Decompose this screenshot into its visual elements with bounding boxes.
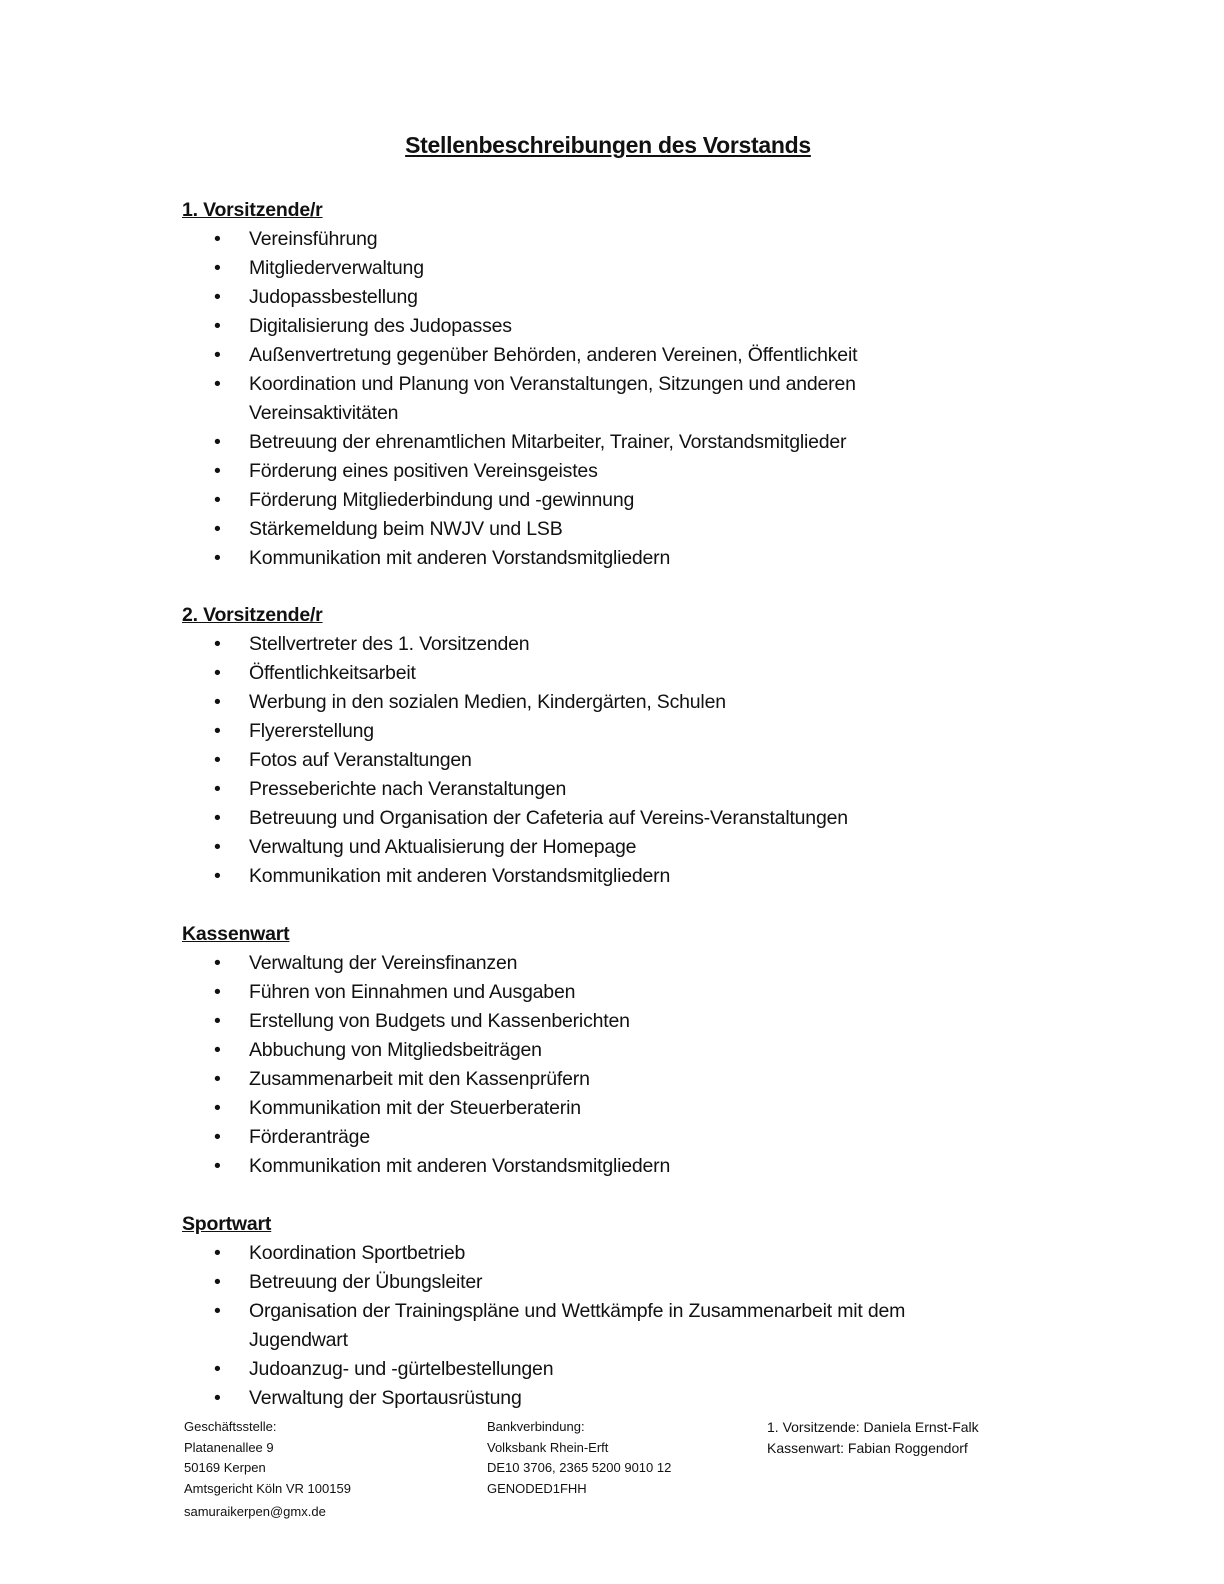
list-item: • Verwaltung und Aktualisierung der Homepage	[182, 833, 848, 862]
footer-office	[184, 1417, 351, 1523]
bullet-icon: •	[214, 1010, 221, 1032]
footer-bank	[487, 1417, 671, 1499]
list-item: • Kommunikation mit anderen Vorstandsmitgliedern	[182, 862, 848, 891]
bullet-icon: •	[214, 778, 221, 800]
duties-list	[182, 225, 899, 573]
list-item: • Erstellung von Budgets und Kassenberichten	[182, 1007, 670, 1036]
bullet-icon: •	[214, 691, 221, 713]
office-city: 50169 Kerpen	[184, 1460, 266, 1475]
board-chair: 1. Vorsitzende: Daniela Ernst-Falk	[767, 1419, 979, 1435]
bullet-icon: •	[214, 286, 221, 308]
section-sportwart	[182, 1210, 969, 1413]
list-item: • Koordination Sportbetrieb	[182, 1239, 969, 1268]
list-item: • Verwaltung der Sportausrüstung	[182, 1384, 969, 1413]
bullet-icon: •	[214, 1271, 221, 1293]
bullet-icon: •	[214, 662, 221, 684]
bullet-icon: •	[214, 865, 221, 887]
bullet-icon: •	[214, 981, 221, 1003]
bullet-icon: •	[214, 1242, 221, 1264]
bullet-icon: •	[214, 431, 221, 453]
bullet-icon: •	[214, 633, 221, 655]
section-heading: Kassenwart	[182, 923, 290, 945]
duties-list	[182, 1239, 969, 1413]
bullet-icon: •	[214, 315, 221, 337]
list-item: • Vereinsführung	[182, 225, 899, 254]
list-item: • Werbung in den sozialen Medien, Kindergärten, Schulen	[182, 688, 848, 717]
list-item: • Außenvertretung gegenüber Behörden, anderen Vereinen, Öffentlichkeit	[182, 341, 899, 370]
list-item: • Organisation der Trainingspläne und Wettkämpfe in Zusammenarbeit mit dem Jugendwart	[182, 1297, 969, 1355]
bullet-icon: •	[214, 460, 221, 482]
bullet-icon: •	[214, 344, 221, 366]
bullet-icon: •	[214, 720, 221, 742]
list-item: • Führen von Einnahmen und Ausgaben	[182, 978, 670, 1007]
bullet-icon: •	[214, 373, 221, 395]
list-item: • Kommunikation mit anderen Vorstandsmitgliedern	[182, 1152, 670, 1181]
section-heading: Sportwart	[182, 1213, 272, 1235]
bank-label: Bankverbindung:	[487, 1419, 585, 1434]
duties-list	[182, 630, 848, 891]
office-court: Amtsgericht Köln VR 100159	[184, 1480, 351, 1496]
bullet-icon: •	[214, 1097, 221, 1119]
bank-name: Volksbank Rhein-Erft	[487, 1439, 609, 1455]
office-label: Geschäftsstelle:	[184, 1419, 277, 1434]
bullet-icon: •	[214, 952, 221, 974]
bullet-icon: •	[214, 228, 221, 250]
bullet-icon: •	[214, 518, 221, 540]
list-item: • Betreuung und Organisation der Cafeteria auf Vereins-Veranstaltungen	[182, 804, 848, 833]
list-item: • Flyererstellung	[182, 717, 848, 746]
bullet-icon: •	[214, 1039, 221, 1061]
board-treasurer: Kassenwart: Fabian Roggendorf	[767, 1439, 968, 1456]
section-1-vorsitzende	[182, 196, 899, 573]
section-2-vorsitzende	[182, 601, 848, 891]
list-item: • Stärkemeldung beim NWJV und LSB	[182, 515, 899, 544]
list-item: • Förderung Mitgliederbindung und -gewinnung	[182, 486, 899, 515]
bank-iban: DE10 3706, 2365 5200 9010 12	[487, 1460, 672, 1475]
office-email: samuraikerpen@gmx.de	[184, 1504, 326, 1519]
list-item: • Öffentlichkeitsarbeit	[182, 659, 848, 688]
list-item: • Förderung eines positiven Vereinsgeistes	[182, 457, 899, 486]
section-kassenwart	[182, 920, 670, 1181]
bullet-icon: •	[214, 749, 221, 771]
section-heading: 2. Vorsitzende/r	[182, 604, 323, 626]
bullet-icon: •	[214, 547, 221, 569]
bullet-icon: •	[214, 1126, 221, 1148]
list-item: • Förderanträge	[182, 1123, 670, 1152]
list-item: • Betreuung der Übungsleiter	[182, 1268, 969, 1297]
document-title: Stellenbeschreibungen des Vorstands	[405, 132, 811, 158]
bullet-icon: •	[214, 489, 221, 511]
list-item: • Kommunikation mit der Steuerberaterin	[182, 1094, 670, 1123]
bullet-icon: •	[214, 1068, 221, 1090]
list-item: • Presseberichte nach Veranstaltungen	[182, 775, 848, 804]
bullet-icon: •	[214, 1358, 221, 1380]
bullet-icon: •	[214, 1300, 221, 1322]
bullet-icon: •	[214, 257, 221, 279]
bullet-icon: •	[214, 1155, 221, 1177]
office-street: Platanenallee 9	[184, 1439, 274, 1455]
list-item: • Zusammenarbeit mit den Kassenprüfern	[182, 1065, 670, 1094]
list-item: • Fotos auf Veranstaltungen	[182, 746, 848, 775]
bullet-icon: •	[214, 807, 221, 829]
list-item: • Mitgliederverwaltung	[182, 254, 899, 283]
footer-board	[767, 1417, 979, 1458]
list-item: • Judoanzug- und -gürtelbestellungen	[182, 1355, 969, 1384]
list-item: • Digitalisierung des Judopasses	[182, 312, 899, 341]
list-item: • Abbuchung von Mitgliedsbeiträgen	[182, 1036, 670, 1065]
duties-list	[182, 949, 670, 1181]
bullet-icon: •	[214, 1387, 221, 1409]
section-heading: 1. Vorsitzende/r	[182, 199, 323, 221]
list-item: • Stellvertreter des 1. Vorsitzenden	[182, 630, 848, 659]
list-item: • Betreuung der ehrenamtlichen Mitarbeiter, Trainer, Vorstandsmitglieder	[182, 428, 899, 457]
list-item: • Verwaltung der Vereinsfinanzen	[182, 949, 670, 978]
list-item: • Judopassbestellung	[182, 283, 899, 312]
list-item: • Kommunikation mit anderen Vorstandsmitgliedern	[182, 544, 899, 573]
list-item: • Koordination und Planung von Veranstaltungen, Sitzungen und anderen Vereinsaktivitäten	[182, 370, 899, 428]
bullet-icon: •	[214, 836, 221, 858]
bank-bic: GENODED1FHH	[487, 1480, 587, 1496]
